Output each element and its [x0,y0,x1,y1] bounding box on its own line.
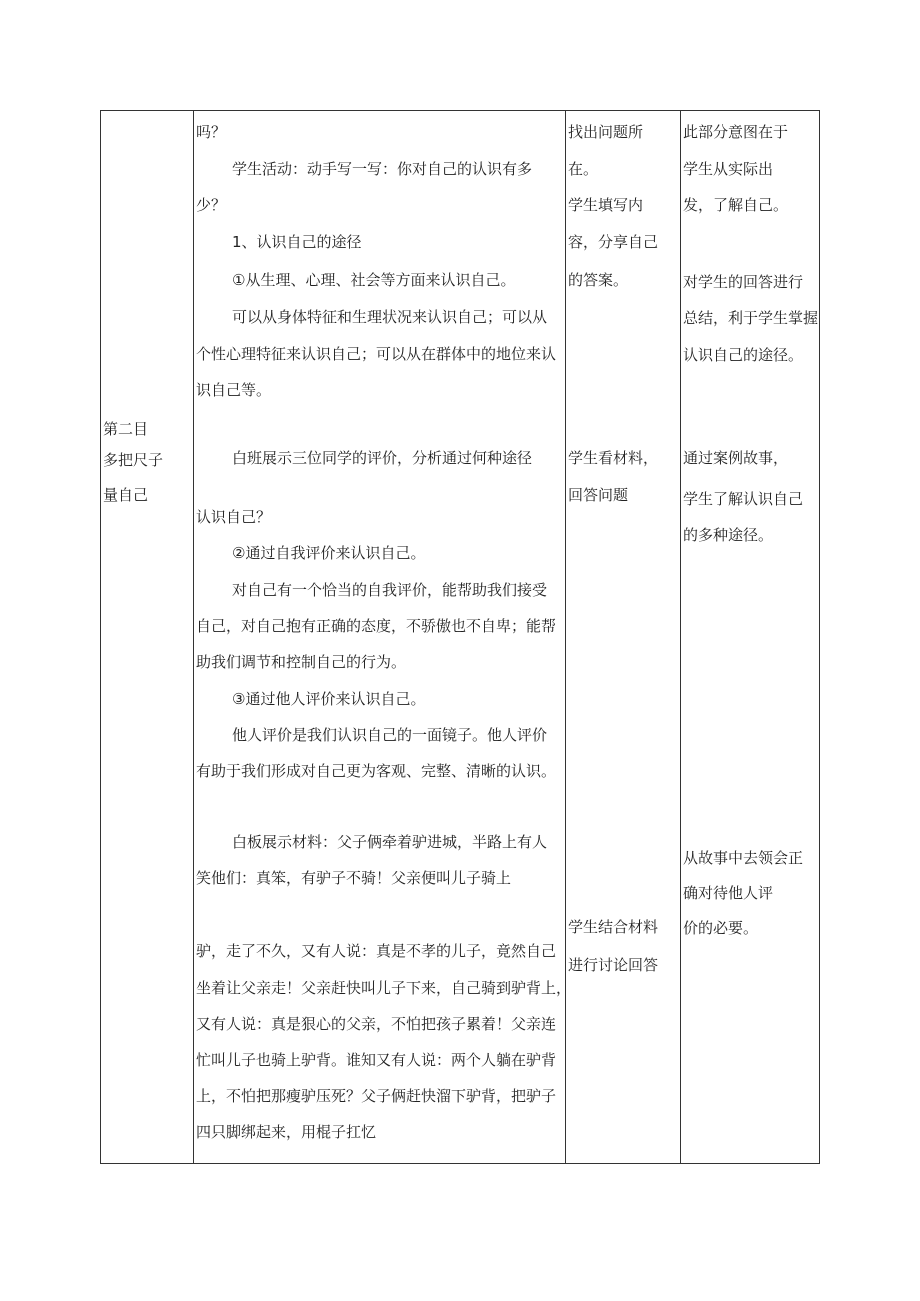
content-line: 助我们调节和控制自己的行为。 [196,653,407,671]
table-left-border [100,110,101,1164]
content-line: 学生活动：动手写一写：你对自己的认识有多 [232,160,533,178]
content-line: 又有人说：真是狠心的父亲，不怕把孩子累着！父亲连 [196,1015,557,1033]
content-line: 可以从身体特征和生理状况来认识自己；可以从 [232,308,548,326]
table-right-border [819,110,820,1164]
activity-line: 容，分享自己 [568,233,659,251]
intent-line: 通过案例故事， [683,449,789,467]
column-divider-2 [565,110,566,1164]
activity-line: 学生看材料， [568,449,659,467]
content-line: 白班展示三位同学的评价，分析通过何种途径 [232,449,533,467]
table-bottom-border [100,1163,820,1164]
content-line: 驴，走了不久，又有人说：真是不孝的儿子，竟然自己 [196,942,557,960]
content-line: 识自己等。 [196,381,272,399]
content-line: 吗？ [196,123,227,141]
content-line: 个性心理特征来认识自己；可以从在群体中的地位来认 [196,345,557,363]
intent-line: 学生从实际出 [683,160,774,178]
column-divider-1 [193,110,194,1164]
intent-line: 从故事中去领会正 [683,849,804,867]
activity-line: 在。 [568,160,599,178]
intent-line: 认识自己的途径。 [683,346,804,364]
intent-line: 确对待他人评 [683,884,774,902]
content-line: 他人评价是我们认识自己的一面镜子。他人评价 [232,726,548,744]
activity-line: 找出问题所 [568,123,644,141]
intent-line: 此部分意图在于 [683,123,789,141]
intent-line: 发，了解自己。 [683,196,789,214]
intent-line: 对学生的回答进行 [683,273,804,291]
column-divider-3 [680,110,681,1164]
table-top-border [100,110,820,111]
activity-line: 的答案。 [568,271,629,289]
content-line: 自己，对自己抱有正确的态度，不骄傲也不自卑；能帮 [196,617,557,635]
content-line: 坐着让父亲走！父亲赶快叫儿子下来，自己骑到驴背上， [196,979,572,997]
intent-line: 的多种途径。 [683,526,774,544]
activity-line: 进行讨论回答 [568,956,659,974]
content-line: ③通过他人评价来认识自己。 [232,690,426,708]
content-line: 上，不怕把那瘦驴压死？父子俩赶快溜下驴背，把驴子 [196,1087,557,1105]
activity-line: 学生填写内 [568,196,644,214]
content-line: 白板展示材料：父子俩牵着驴进城，半路上有人 [232,833,548,851]
content-line: 对自己有一个恰当的自我评价，能帮助我们接受 [232,581,548,599]
content-line: 认识自己？ [196,508,272,526]
content-line: 四只脚绑起来，用棍子扛忆 [196,1123,377,1141]
activity-line: 学生结合材料 [568,918,659,936]
content-line: 有助于我们形成对自己更为客观、完整、清晰的认识。 [196,762,557,780]
content-line: 少？ [196,196,227,214]
section-label-line: 量自己 [103,486,149,504]
intent-line: 学生了解认识自己 [683,490,804,508]
content-line: 笑他们：真笨，有驴子不骑！父亲便叫儿子骑上 [196,869,512,887]
intent-line: 总结，利于学生掌握 [683,309,819,327]
content-line: ②通过自我评价来认识自己。 [232,544,426,562]
content-line: ①从生理、心理、社会等方面来认识自己。 [232,271,516,289]
content-line: 忙叫儿子也骑上驴背。谁知又有人说：两个人躺在驴背 [196,1051,557,1069]
section-label-line: 多把尺子 [103,451,164,469]
section-label-line: 第二目 [103,420,149,438]
activity-line: 回答问题 [568,486,629,504]
intent-line: 价的必要。 [683,919,759,937]
content-line: 1、认识自己的途径 [232,233,362,251]
